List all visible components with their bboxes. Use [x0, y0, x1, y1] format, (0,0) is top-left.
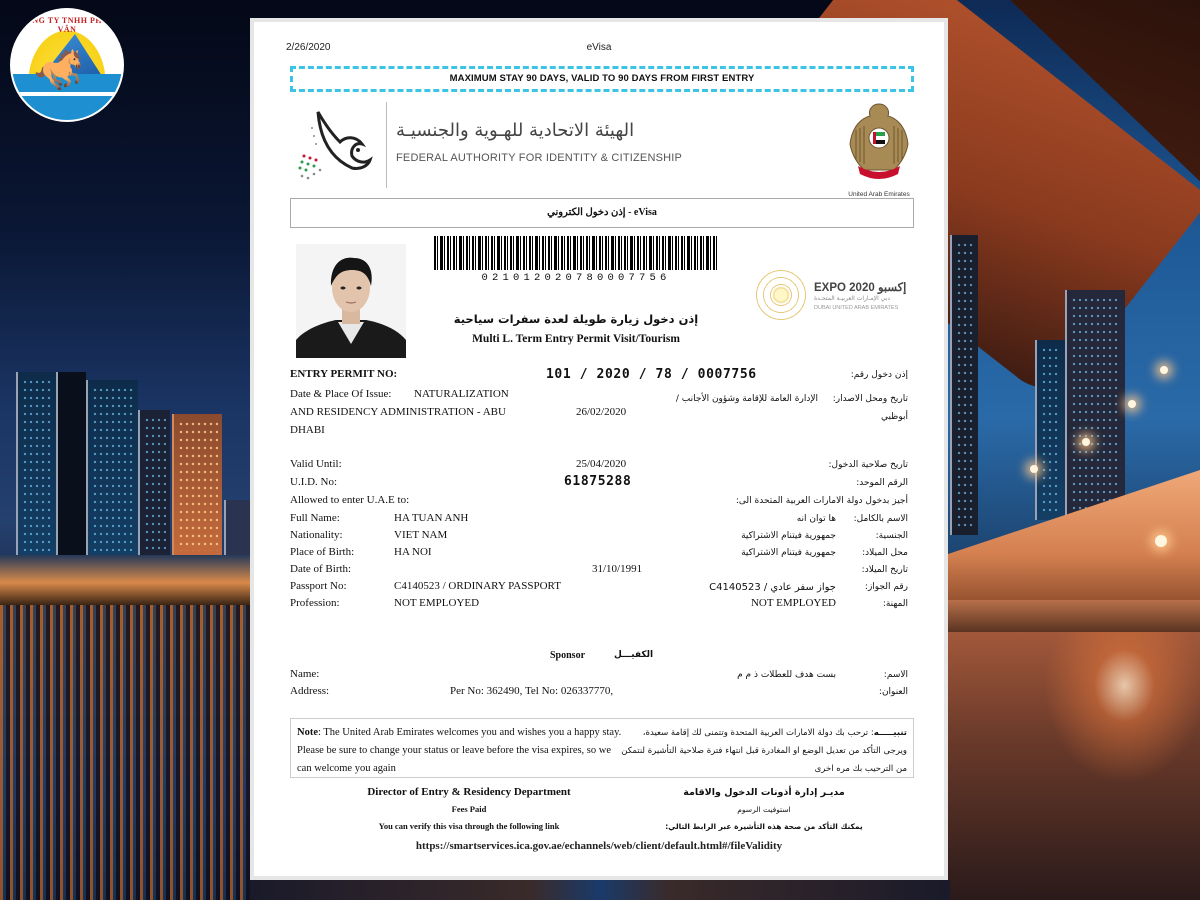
- issue-place-ar-line2: أبوظبي: [880, 412, 908, 422]
- note-text-ar: : ترحب بك دولة الامارات العربية المتحدة وتتمنى لك إقامة سعيدة، ويرجى التأكد من تعديل الوضع او المغادرة قبل انتهاء فترة صلاحية التأشيرة لنتمكن من الترحيب بك مره اخرى: [621, 728, 907, 774]
- street-lamp: [1155, 535, 1167, 547]
- issue-label-ar: تاريخ ومحل الاصدار:: [832, 394, 908, 404]
- issue-place-line2: AND RESIDENCY ADMINISTRATION - ABU: [290, 406, 506, 418]
- water-reflection: [0, 605, 250, 900]
- verify-text-ar: يمكنك التأكد من صحة هذه التأشيرة عبر الرابط التالي:: [665, 822, 863, 831]
- full-name-value: HA TUAN ANH: [394, 512, 469, 524]
- falcon-icon: [290, 108, 378, 190]
- note-label-ar: تنبيـــــه: [873, 728, 907, 738]
- sponsor-name-label: Name:: [290, 668, 320, 680]
- expo-title: EXPO 2020 إكسبو: [814, 282, 907, 294]
- emblem-caption: United Arab Emirates: [848, 191, 910, 198]
- street-lamp: [1082, 438, 1090, 446]
- note-box: [290, 718, 914, 778]
- entry-permit-label-ar: إذن دخول رقم:: [850, 370, 908, 380]
- uae-emblem-icon: [844, 100, 914, 184]
- expo-2020-logo: [754, 268, 914, 324]
- full-name-value-ar: ها توان انه: [796, 514, 836, 524]
- building: [138, 410, 170, 557]
- passport-label-ar: رقم الجواز:: [864, 582, 908, 592]
- sponsor-address-label-ar: العنوان:: [878, 687, 908, 697]
- issue-place-line3: DHABI: [290, 424, 325, 436]
- authority-name-ar: الهيئة الاتحادية للهـوية والجنسيـة: [396, 120, 635, 141]
- passport-value-ar: جواز سفر عادي / C4140523: [709, 582, 836, 593]
- profession-label-ar: المهنة:: [882, 599, 908, 609]
- issue-place-line1: NATURALIZATION: [414, 388, 509, 400]
- birth-place-value: HA NOI: [394, 546, 432, 558]
- dob-label-ar: تاريخ الميلاد:: [861, 565, 908, 575]
- building: [950, 235, 978, 535]
- permit-type-en: Multi L. Term Entry Permit Visit/Tourism: [472, 333, 680, 345]
- director-ar: مديـر إدارة أذونات الدخول والاقامة: [683, 787, 845, 798]
- person-photo-icon: [296, 244, 406, 358]
- nationality-label: Nationality:: [290, 529, 343, 541]
- expo-subtitle-ar: دبي الإمـارات العربيـة المتحـدة: [814, 295, 891, 302]
- profession-label: Profession:: [290, 597, 340, 609]
- building: [1065, 290, 1125, 520]
- issue-place-ar-line1: الإدارة العامة للإقامة وشؤون الأجانب /: [675, 394, 818, 404]
- street-lamp: [1128, 400, 1136, 408]
- nationality-value: VIET NAM: [394, 529, 448, 541]
- valid-until-label-ar: تاريخ صلاحية الدخول:: [828, 460, 908, 470]
- dob-label: Date of Birth:: [290, 563, 352, 575]
- building: [224, 500, 250, 557]
- birth-place-label-ar: محل الميلاد:: [862, 548, 908, 558]
- building: [1035, 340, 1065, 520]
- quay: [948, 600, 1200, 632]
- nationality-label-ar: الجنسية:: [875, 531, 908, 541]
- street-lamp: [1030, 465, 1038, 473]
- building: [56, 372, 86, 557]
- uid-label-ar: الرقم الموحد:: [856, 478, 908, 488]
- issue-label: Date & Place Of Issue:: [290, 388, 392, 400]
- issue-date: 26/02/2020: [576, 406, 627, 418]
- sponsor-title-en: Sponsor: [550, 650, 586, 661]
- allowed-label: Allowed to enter U.A.E to:: [290, 494, 410, 506]
- water-reflection: [948, 632, 1200, 900]
- full-name-label: Full Name:: [290, 512, 340, 524]
- street-lamp: [1160, 366, 1168, 374]
- nationality-value-ar: جمهورية فيتنام الاشتراكية: [741, 531, 836, 541]
- allowed-label-ar: أجيز بدخول دولة الامارات العربية المتحدة الى:: [735, 496, 908, 506]
- full-name-label-ar: الاسم بالكامل:: [853, 514, 908, 524]
- uid-number: 61875288: [564, 474, 632, 489]
- barcode-block: [434, 236, 718, 284]
- note-en: [297, 724, 627, 778]
- evisa-document: [250, 18, 948, 880]
- entry-permit-number: 101 / 2020 / 78 / 0007756: [546, 367, 757, 382]
- building: [172, 414, 222, 557]
- authority-name-en: FEDERAL AUTHORITY FOR IDENTITY & CITIZENSHIP: [396, 152, 683, 164]
- sponsor-name-ar: بست هدف للعطلات ذ م م: [737, 670, 836, 680]
- fees-paid-ar: استوفيت الرسوم: [737, 805, 791, 814]
- company-logo: [12, 10, 122, 120]
- evisa-title-box: إذن دخول الكتروني - eVisa: [290, 198, 914, 228]
- fees-paid-en: Fees Paid: [451, 804, 487, 814]
- birth-place-label: Place of Birth:: [290, 546, 355, 558]
- verify-link[interactable]: https://smartservices.ica.gov.ae/echannels/web/client/default.html#/fileValidity: [415, 840, 783, 852]
- authority-header: [290, 100, 914, 200]
- max-stay-banner: MAXIMUM STAY 90 DAYS, VALID TO 90 DAYS FROM FIRST ENTRY: [290, 66, 914, 92]
- permit-type-ar: إذن دخول زيارة طويلة لعدة سفرات سياحية: [453, 312, 699, 326]
- valid-until-label: Valid Until:: [290, 458, 342, 470]
- print-date: 2/26/2020: [286, 42, 331, 53]
- note-text: : The United Arab Emirates welcomes you and wishes you a happy stay. Please be sure to change your status or leave before the visa expires, so we can welcome you again: [297, 727, 622, 774]
- expo-sunburst-icon: [754, 268, 808, 322]
- barcode-digits: 021012020780007756: [481, 272, 671, 284]
- horse-logo-icon: 🐎: [34, 47, 84, 92]
- note-ar: [617, 724, 907, 778]
- sponsor-name-label-ar: الاسم:: [883, 670, 908, 680]
- passport-value: C4140523 / ORDINARY PASSPORT: [394, 580, 561, 592]
- note-label: Note: [297, 727, 318, 738]
- applicant-photo: [296, 244, 406, 358]
- profession-value: NOT EMPLOYED: [394, 597, 480, 609]
- print-title: eVisa: [586, 42, 612, 53]
- company-name: CÔNG TY TNHH PHAN VÂN: [19, 16, 115, 34]
- header-divider: [386, 102, 387, 188]
- barcode-icon: [434, 236, 718, 270]
- uae-emblem: [844, 100, 914, 198]
- passport-label: Passport No:: [290, 580, 347, 592]
- wave-shape: [12, 92, 122, 96]
- expo-subtitle-en: DUBAI UNITED ARAB EMIRATES: [814, 305, 899, 311]
- building: [16, 372, 56, 557]
- sponsor-address-label: Address:: [290, 685, 330, 697]
- print-header: [282, 42, 916, 56]
- profession-value-ar: NOT EMPLOYED: [750, 597, 836, 609]
- entry-permit-label: ENTRY PERMIT NO:: [290, 368, 398, 380]
- building: [86, 380, 138, 557]
- dob-value: 31/10/1991: [592, 563, 643, 575]
- director-en: Director of Entry & Residency Department: [367, 786, 571, 798]
- sponsor-title-ar: الكفيـــل: [614, 650, 654, 660]
- water-bottom: [250, 880, 950, 900]
- uid-label: U.I.D. No:: [290, 476, 338, 488]
- birth-place-value-ar: جمهورية فيتنام الاشتراكية: [741, 548, 836, 558]
- waterfront: [0, 555, 250, 605]
- valid-until-date: 25/04/2020: [576, 458, 627, 470]
- verify-text-en: You can verify this visa through the following link: [378, 821, 560, 831]
- sponsor-address-value: Per No: 362490, Tel No: 026337770,: [450, 685, 614, 697]
